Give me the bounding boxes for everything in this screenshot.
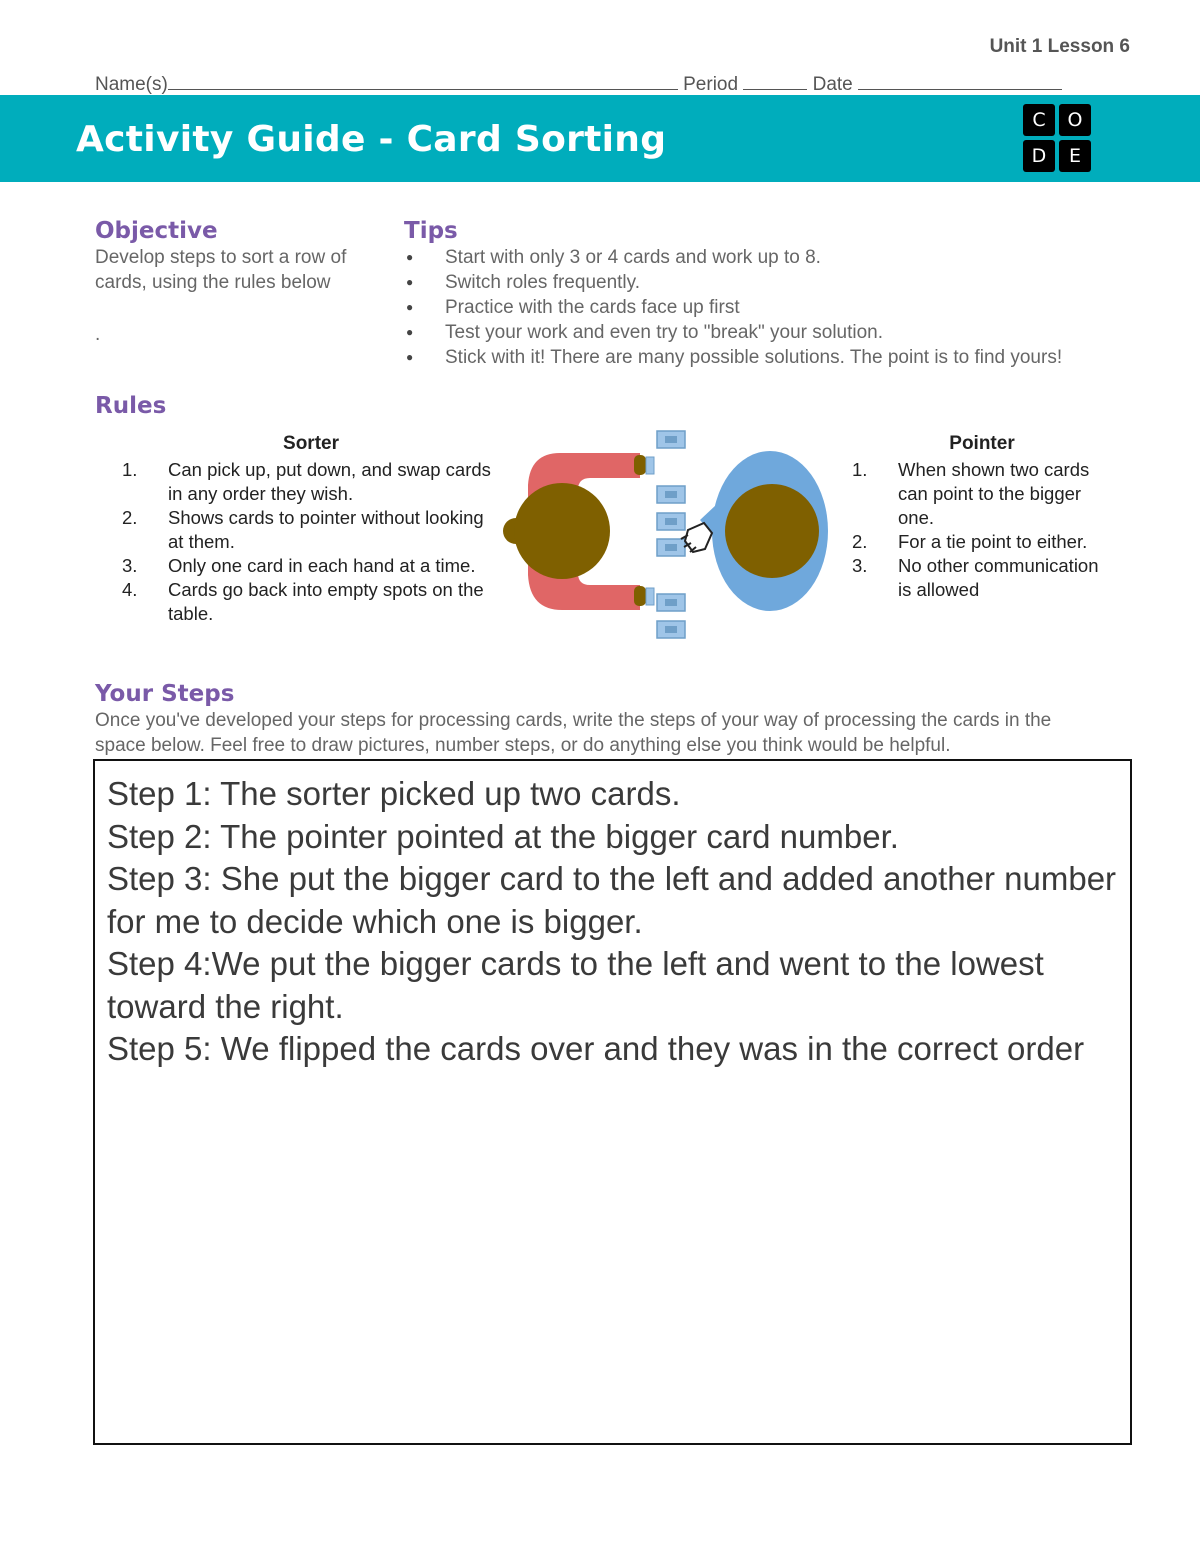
pointer-rules — [852, 433, 1112, 602]
objective-heading: Objective — [95, 218, 218, 244]
tip-item: ● Practice with the cards face up first — [400, 295, 1062, 320]
tip-item: ● Test your work and even try to "break" your solution. — [400, 320, 1062, 345]
objective-dot: . — [95, 324, 101, 345]
step-line: Step 3: She put the bigger card to the left and added another number for me to decide which one is bigger. — [107, 860, 1117, 940]
name-field[interactable] — [168, 71, 678, 90]
sorter-rule-item: 1. Can pick up, put down, and swap cards in any order they wish. — [122, 459, 491, 504]
logo-letter-e: E — [1059, 140, 1091, 172]
sorter-rules — [122, 433, 500, 626]
sorter-rule-item: 4. Cards go back into empty spots on the table. — [122, 579, 484, 624]
tip-item: ● Start with only 3 or 4 cards and work up to 8. — [400, 245, 1062, 270]
steps-answer-box[interactable] — [93, 759, 1132, 1445]
your-steps-instructions: Once you've developed your steps for processing cards, write the steps of your way of processing the cards in the space below. Feel free to draw pictures, number steps, or do anything else you think would be helpful. — [95, 710, 1052, 756]
step-line: Step 1: The sorter picked up two cards. — [107, 775, 681, 812]
date-label: Date — [812, 74, 853, 95]
steps-text — [107, 773, 1122, 1071]
tip-item: ● Stick with it! There are many possible solutions. The point is to find yours! — [400, 345, 1062, 370]
step-line: Step 2: The pointer pointed at the bigger card number. — [107, 817, 899, 855]
sorter-rule-item: 2. Shows cards to pointer without looking at them. — [122, 507, 484, 552]
logo-letter-o: O — [1059, 104, 1091, 136]
date-field[interactable] — [858, 71, 1062, 90]
period-field[interactable] — [743, 71, 807, 90]
logo-letter-d: D — [1023, 140, 1055, 172]
step-line: Step 5: We flipped the cards over and they was in the correct order — [107, 1030, 1085, 1067]
logo-letter-c: C — [1023, 104, 1055, 136]
your-steps-heading: Your Steps — [95, 681, 235, 707]
unit-lesson-label: Unit 1 Lesson 6 — [989, 36, 1130, 57]
card-sorting-illustration — [500, 425, 850, 645]
pointer-title: Pointer — [949, 433, 1015, 454]
name-period-date-line — [95, 71, 1062, 96]
sorter-title: Sorter — [283, 433, 339, 454]
period-label: Period — [683, 74, 739, 95]
pointer-rule-list — [852, 458, 1112, 602]
tips-heading: Tips — [404, 218, 458, 244]
pointer-rule-item: 1. When shown two cards can point to the bigger one. — [852, 459, 1090, 528]
page-title: Activity Guide - Card Sorting — [76, 119, 667, 160]
rules-heading: Rules — [95, 393, 167, 419]
tips-list — [400, 245, 1062, 370]
sorter-figure — [503, 453, 654, 610]
pointer-figure — [681, 451, 828, 611]
step-line: Step 4:We put the bigger cards to the left and went to the lowest toward the right. — [107, 945, 1044, 1025]
table-cards — [657, 431, 685, 638]
pointer-rule-item: 2. For a tie point to either. — [852, 531, 1088, 552]
name-label: Name(s) — [95, 74, 168, 95]
objective-text: Develop steps to sort a row of cards, using the rules below — [95, 247, 347, 293]
sorter-rule-item: 3. Only one card in each hand at a time. — [122, 555, 476, 576]
tip-item: ● Switch roles frequently. — [400, 270, 1062, 295]
sorter-rule-list — [122, 458, 500, 626]
pointer-rule-item: 3. No other communication is allowed — [852, 555, 1099, 600]
